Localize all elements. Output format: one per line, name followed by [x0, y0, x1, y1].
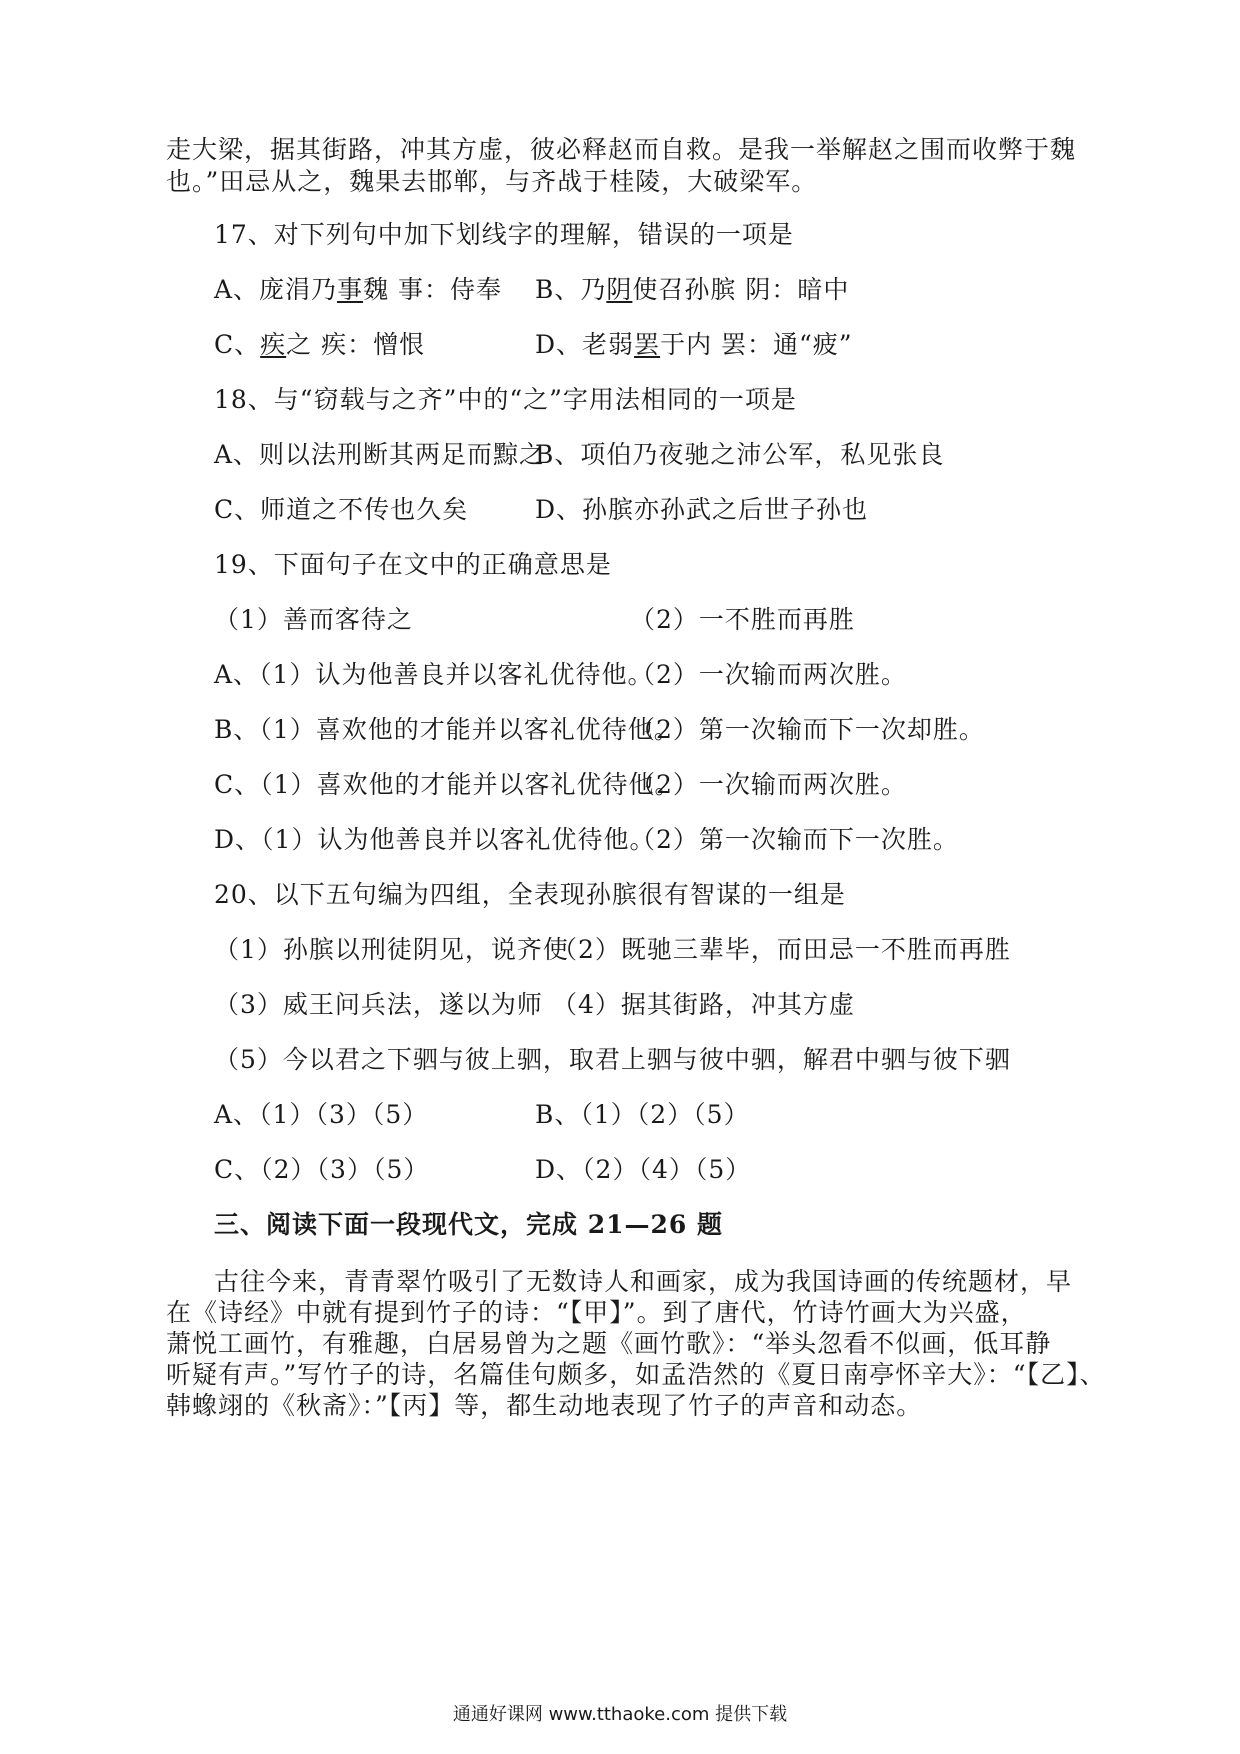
question-17-stem: 17、对下列句中加下划线字的理解，错误的一项是 — [214, 220, 794, 249]
question-20-option-d: D、（2）（4）（5） — [535, 1155, 752, 1184]
footer-text: 通通好课网 www.tthaoke.com 提供下载 — [452, 1704, 788, 1725]
option-d-prefix: D、老弱 — [535, 330, 635, 359]
section-3-paragraph-line-3: 萧悦工画竹，有雅趣，白居易曾为之题《画竹歌》：“举头忽看不似画，低耳静 — [166, 1329, 1052, 1358]
question-19-stem: 19、下面句子在文中的正确意思是 — [214, 550, 612, 579]
question-18-option-b: B、项伯乃夜驰之沛公军，私见张良 — [535, 440, 945, 469]
question-20-option-b: B、（1）（2）（5） — [535, 1100, 750, 1129]
section-3-paragraph-line-1: 古往今来，青青翠竹吸引了无数诗人和画家，成为我国诗画的传统题材，早 — [214, 1267, 1073, 1296]
question-17-option-a — [214, 273, 502, 307]
question-17-option-b — [535, 273, 849, 307]
question-17-option-d — [535, 328, 853, 362]
question-19-option-a-1: A、（1）认为他善良并以客礼优待他。 — [214, 660, 654, 689]
question-19-option-c-2: （2）一次输而两次胜。 — [630, 770, 907, 799]
question-18-option-d: D、孙膑亦孙武之后世子孙也 — [535, 495, 869, 524]
question-20-stem: 20、以下五句编为四组，全表现孙膑很有智谋的一组是 — [214, 880, 846, 909]
question-19-sentence-2: （2）一不胜而再胜 — [630, 605, 855, 634]
section-3-paragraph-line-4: 听疑有声。”写竹子的诗，名篇佳句颇多，如孟浩然的《夏日南亭怀辛大》：“【乙】、 — [166, 1360, 1106, 1389]
section-3-heading: 三、阅读下面一段现代文，完成 21—26 题 — [214, 1210, 723, 1239]
question-20-sentence-3: （3）威王问兵法，遂以为师 — [214, 990, 543, 1019]
question-17-option-c — [214, 328, 425, 362]
question-18-option-c: C、师道之不传也久矣 — [214, 495, 469, 524]
question-18-option-a: A、则以法刑断其两足而黥之 — [214, 440, 546, 469]
question-20-sentence-5: （5）今以君之下驷与彼上驷，取君上驷与彼中驷，解君中驷与彼下驷 — [214, 1045, 1011, 1074]
option-b-underlined-char: 阴 — [606, 275, 633, 304]
question-19-option-d-2: （2）第一次输而下一次胜。 — [630, 825, 959, 854]
option-a-prefix: A、庞涓乃 — [214, 275, 338, 304]
option-a-underlined-char: 事 — [337, 275, 364, 304]
section-3-paragraph-line-2: 在《诗经》中就有提到竹子的诗：“【甲】”。到了唐代，竹诗竹画大为兴盛， — [166, 1298, 1027, 1327]
question-19-option-c-1: C、（1）喜欢他的才能并以客礼优待他。 — [214, 770, 681, 799]
option-b-prefix: B、乃 — [535, 275, 607, 304]
passage-line-2: 也。”田忌从之，魏果去邯郸，与齐战于桂陵，大破梁军。 — [166, 167, 818, 196]
question-19-option-b-1: B、（1）喜欢他的才能并以客礼优待他。 — [214, 715, 680, 744]
passage-line-1: 走大梁，据其街路，冲其方虚，彼必释赵而自救。是我一举解赵之围而收弊于魏 — [166, 135, 1077, 164]
question-20-sentence-2: （2）既驰三辈毕，而田忌一不胜而再胜 — [552, 935, 1011, 964]
option-c-prefix: C、 — [214, 330, 261, 359]
question-19-sentence-1: （1）善而客待之 — [214, 605, 413, 634]
question-19-option-d-1: D、（1）认为他善良并以客礼优待他。 — [214, 825, 656, 854]
question-20-option-c: C、（2）（3）（5） — [214, 1155, 430, 1184]
question-19-option-b-2: （2）第一次输而下一次却胜。 — [630, 715, 985, 744]
option-c-underlined-char: 疾 — [260, 330, 287, 359]
option-a-suffix: 魏 事：侍奉 — [363, 275, 503, 304]
question-18-stem: 18、与“窃载与之齐”中的“之”字用法相同的一项是 — [214, 385, 797, 414]
question-20-sentence-4: （4）据其街路，冲其方虚 — [552, 990, 855, 1019]
option-c-suffix: 之 疾：憎恨 — [286, 330, 426, 359]
option-b-suffix: 使召孙膑 阴：暗中 — [632, 275, 850, 304]
question-19-option-a-2: （2）一次输而两次胜。 — [630, 660, 907, 689]
question-20-sentence-1: （1）孙膑以刑徒阴见，说齐使 — [214, 935, 569, 964]
option-d-suffix: 于内 罢：通“疲” — [660, 330, 853, 359]
question-20-option-a: A、（1）（3）（5） — [214, 1100, 429, 1129]
section-3-paragraph-line-5: 韩蟓翊的《秋斋》：”【丙】等，都生动地表现了竹子的声音和动态。 — [166, 1391, 923, 1420]
option-d-underlined-char: 罢 — [634, 330, 661, 359]
